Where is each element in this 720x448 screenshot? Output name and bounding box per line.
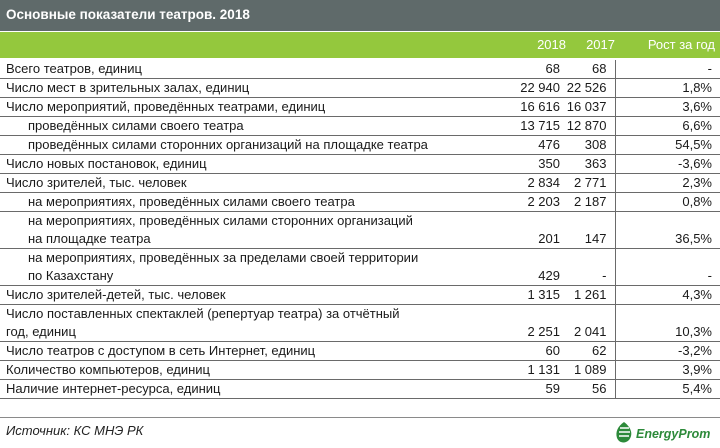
value-2017: 68 xyxy=(566,60,615,79)
value-growth: 0,8% xyxy=(615,193,720,212)
energyprom-logo xyxy=(612,420,712,446)
value-2017: - xyxy=(566,249,615,286)
value-growth: 3,6% xyxy=(615,98,720,117)
value-growth: - xyxy=(615,60,720,79)
value-2017: 1 089 xyxy=(566,361,615,380)
value-2018: 2 834 xyxy=(472,174,566,193)
table-row xyxy=(0,60,720,79)
value-growth: 3,9% xyxy=(615,361,720,380)
value-2018: 16 616 xyxy=(472,98,566,117)
table-row xyxy=(0,193,720,212)
value-growth: -3,6% xyxy=(615,155,720,174)
row-label: Число зрителей-детей, тыс. человек xyxy=(0,286,472,305)
table-row xyxy=(0,212,720,249)
source-note: Источник: КС МНЭ РК xyxy=(6,423,144,438)
value-2017: 12 870 xyxy=(566,117,615,136)
row-label: Всего театров, единиц xyxy=(0,60,472,79)
table-row xyxy=(0,98,720,117)
row-label xyxy=(0,212,472,249)
row-label xyxy=(0,249,472,286)
value-growth: 54,5% xyxy=(615,136,720,155)
table-row xyxy=(0,380,720,399)
row-label: проведённых силами своего театра xyxy=(0,117,472,136)
table-row xyxy=(0,361,720,380)
table-row xyxy=(0,286,720,305)
value-growth: 10,3% xyxy=(615,305,720,342)
value-2018: 429 xyxy=(472,249,566,286)
value-2018: 22 940 xyxy=(472,79,566,98)
value-growth: 1,8% xyxy=(615,79,720,98)
value-2018: 1 131 xyxy=(472,361,566,380)
column-header xyxy=(0,32,720,58)
value-growth: 6,6% xyxy=(615,117,720,136)
value-2017: 2 041 xyxy=(566,305,615,342)
table-row xyxy=(0,342,720,361)
value-2018: 201 xyxy=(472,212,566,249)
value-2018: 350 xyxy=(472,155,566,174)
table-row xyxy=(0,155,720,174)
value-2018: 13 715 xyxy=(472,117,566,136)
value-2017: 22 526 xyxy=(566,79,615,98)
value-growth: -3,2% xyxy=(615,342,720,361)
value-2017: 56 xyxy=(566,380,615,399)
row-label: Число мест в зрительных залах, единиц xyxy=(0,79,472,98)
row-label-line1: Число поставленных спектаклей (репертуар театра) за отчётный xyxy=(6,306,400,321)
value-growth: - xyxy=(615,249,720,286)
logo-leaf-icon xyxy=(614,421,634,445)
value-2018: 68 xyxy=(472,60,566,79)
row-label-line2: год, единиц xyxy=(6,324,76,339)
row-label-line1: на мероприятиях, проведённых за пределами своей территории xyxy=(28,250,419,265)
logo-text: EnergyProm xyxy=(636,427,711,441)
column-header-growth: Рост за год xyxy=(647,37,715,52)
row-label: Число новых постановок, единиц xyxy=(0,155,472,174)
value-growth: 36,5% xyxy=(615,212,720,249)
value-2018: 60 xyxy=(472,342,566,361)
row-label: Число театров с доступом в сеть Интернет, единиц xyxy=(0,342,472,361)
value-2017: 147 xyxy=(566,212,615,249)
value-2017: 308 xyxy=(566,136,615,155)
value-2017: 2 771 xyxy=(566,174,615,193)
value-2017: 16 037 xyxy=(566,98,615,117)
row-label-line1: на мероприятиях, проведённых силами сторонних организаций xyxy=(28,213,413,228)
table-row xyxy=(0,79,720,98)
table-row xyxy=(0,249,720,286)
row-label: Наличие интернет-ресурса, единиц xyxy=(0,380,472,399)
table-row xyxy=(0,136,720,155)
row-label xyxy=(0,305,472,342)
row-label: Количество компьютеров, единиц xyxy=(0,361,472,380)
value-2018: 2 203 xyxy=(472,193,566,212)
column-header-2017: 2017 xyxy=(586,37,615,52)
value-2018: 1 315 xyxy=(472,286,566,305)
value-2017: 1 261 xyxy=(566,286,615,305)
value-2018: 59 xyxy=(472,380,566,399)
data-table xyxy=(0,60,720,399)
value-2018: 2 251 xyxy=(472,305,566,342)
row-label-line2: на площадке театра xyxy=(28,231,151,246)
row-label: на мероприятиях, проведённых силами своего театра xyxy=(0,193,472,212)
column-header-2018: 2018 xyxy=(537,37,566,52)
value-growth: 5,4% xyxy=(615,380,720,399)
table-row xyxy=(0,305,720,342)
value-growth: 2,3% xyxy=(615,174,720,193)
page-title: Основные показатели театров. 2018 xyxy=(6,7,250,22)
row-label: Число мероприятий, проведённых театрами, единиц xyxy=(0,98,472,117)
value-2017: 363 xyxy=(566,155,615,174)
value-2017: 2 187 xyxy=(566,193,615,212)
footer xyxy=(0,417,720,448)
row-label-line2: по Казахстану xyxy=(28,268,114,283)
table-row xyxy=(0,117,720,136)
value-2017: 62 xyxy=(566,342,615,361)
row-label: проведённых силами сторонних организаций на площадке театра xyxy=(0,136,472,155)
table-row xyxy=(0,174,720,193)
value-growth: 4,3% xyxy=(615,286,720,305)
title-bar xyxy=(0,0,720,31)
value-2018: 476 xyxy=(472,136,566,155)
row-label: Число зрителей, тыс. человек xyxy=(0,174,472,193)
